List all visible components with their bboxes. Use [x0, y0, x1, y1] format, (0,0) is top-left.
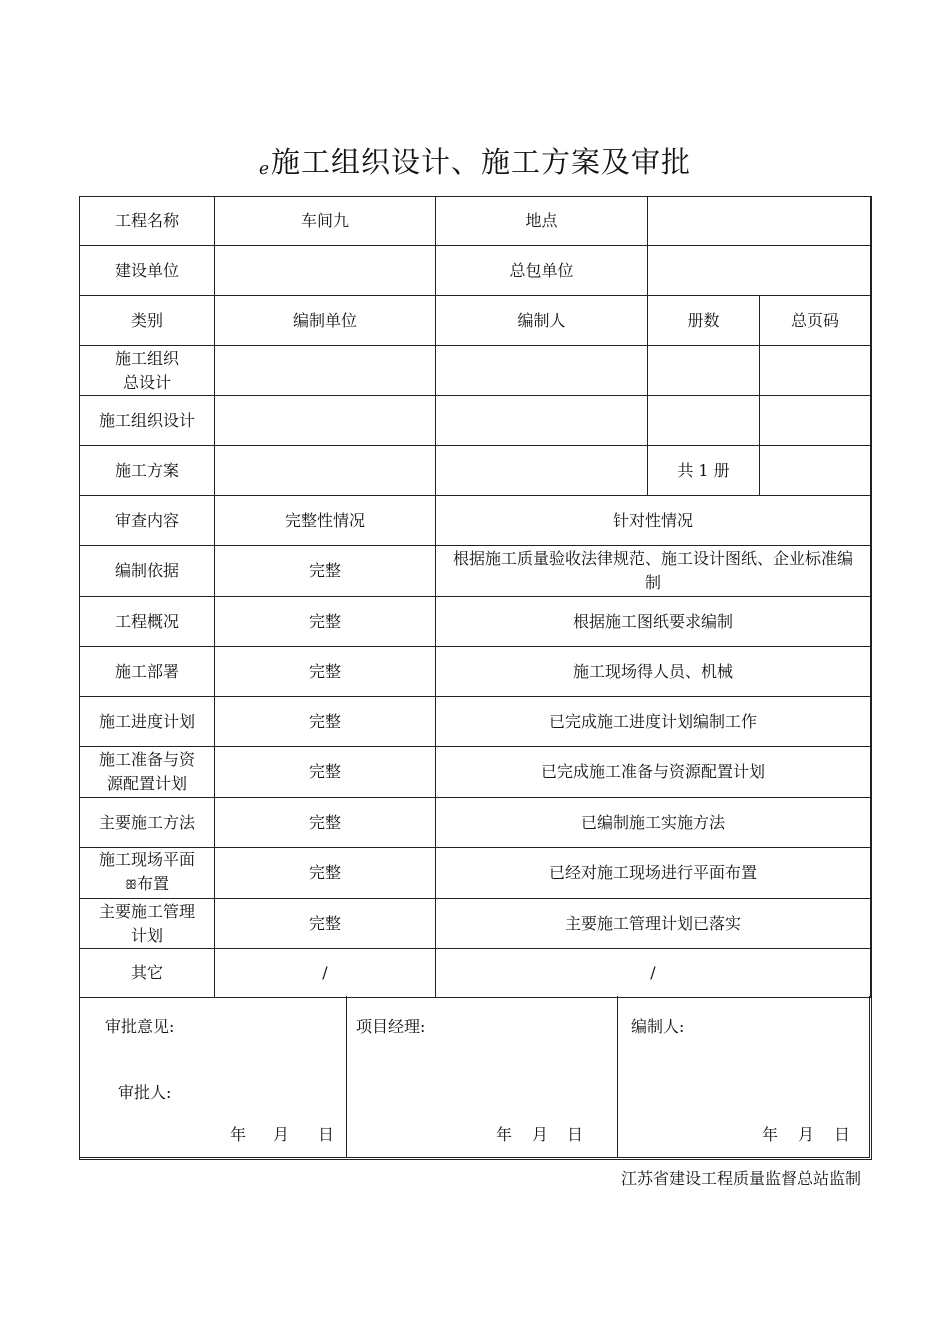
approval-opinion-label: 审批意见: — [105, 1017, 175, 1036]
header-compiling-unit: 编制单位 — [215, 296, 436, 346]
review-completeness: 完整 — [215, 647, 436, 697]
location-label: 地点 — [436, 197, 648, 246]
divider — [346, 996, 347, 1158]
footer-issuer: 江苏省建设工程质量监督总站监制 — [620, 1169, 861, 1188]
project-name-value: 车间九 — [215, 197, 436, 246]
doc-row-compiler — [436, 396, 648, 446]
location-value — [648, 197, 871, 246]
doc-row-category: 施工组织 总设计 — [80, 346, 215, 396]
review-completeness: 完整 — [215, 597, 436, 647]
review-completeness: 完整 — [215, 798, 436, 848]
review-header-content: 审查内容 — [80, 496, 215, 546]
project-name-label: 工程名称 — [80, 197, 215, 246]
review-completeness: / — [215, 949, 436, 998]
date-month: 月 — [273, 1125, 290, 1144]
doc-row-unit — [215, 396, 436, 446]
doc-row-volumes — [648, 346, 760, 396]
date-year: 年 — [762, 1125, 779, 1144]
doc-row-unit — [215, 346, 436, 396]
review-header-relevance: 针对性情况 — [436, 496, 871, 546]
title-text: 施工组织设计、施工方案及审批 — [271, 145, 692, 179]
review-relevance: 已编制施工实施方法 — [436, 798, 871, 848]
owner-label: 建设单位 — [80, 246, 215, 296]
doc-row-pages — [760, 446, 871, 496]
date-day: 日 — [834, 1125, 851, 1144]
approval-form-table — [79, 196, 871, 998]
review-item: 主要施工方法 — [80, 798, 215, 848]
review-completeness: 完整 — [215, 747, 436, 798]
contractor-label: 总包单位 — [436, 246, 648, 296]
review-item: 工程概况 — [80, 597, 215, 647]
approver-label: 审批人: — [118, 1083, 172, 1102]
doc-row-compiler — [436, 346, 648, 396]
review-relevance: / — [436, 949, 871, 998]
review-completeness: 完整 — [215, 899, 436, 949]
doc-row-category: 施工组织设计 — [80, 396, 215, 446]
review-relevance: 主要施工管理计划已落实 — [436, 899, 871, 949]
review-relevance: 施工现场得人员、机械 — [436, 647, 871, 697]
review-item: 编制依据 — [80, 546, 215, 597]
review-relevance: 根据施工质量验收法律规范、施工设计图纸、企业标准编制 — [436, 546, 871, 597]
contractor-value — [648, 246, 871, 296]
review-item: 其它 — [80, 949, 215, 998]
date-month: 月 — [798, 1125, 815, 1144]
date-year: 年 — [496, 1125, 513, 1144]
review-relevance: 已经对施工现场进行平面布置 — [436, 848, 871, 899]
header-compiler: 编制人 — [436, 296, 648, 346]
review-completeness: 完整 — [215, 546, 436, 597]
doc-row-volumes: 共 1 册 — [648, 446, 760, 496]
date-year: 年 — [230, 1125, 247, 1144]
review-item: 施工部署 — [80, 647, 215, 697]
review-relevance: 已完成施工准备与资源配置计划 — [436, 747, 871, 798]
date-day: 日 — [567, 1125, 584, 1144]
doc-row-unit — [215, 446, 436, 496]
doc-row-pages — [760, 396, 871, 446]
review-item: 施工现场平面 ꕥ布置 — [80, 848, 215, 899]
date-day: 日 — [318, 1125, 335, 1144]
header-total-pages: 总页码 — [760, 296, 871, 346]
review-completeness: 完整 — [215, 848, 436, 899]
doc-row-pages — [760, 346, 871, 396]
review-completeness: 完整 — [215, 697, 436, 747]
header-category: 类别 — [80, 296, 215, 346]
review-item: 施工准备与资源配置计划 — [80, 747, 215, 798]
page-title — [0, 140, 950, 181]
owner-value — [215, 246, 436, 296]
date-month: 月 — [532, 1125, 549, 1144]
project-manager-label: 项目经理: — [356, 1017, 426, 1036]
header-volumes: 册数 — [648, 296, 760, 346]
review-header-completeness: 完整性情况 — [215, 496, 436, 546]
approval-signature-section — [79, 996, 870, 1158]
review-item: 主要施工管理计划 — [80, 899, 215, 949]
doc-row-category: 施工方案 — [80, 446, 215, 496]
doc-row-compiler — [436, 446, 648, 496]
review-item: 施工进度计划 — [80, 697, 215, 747]
doc-row-volumes — [648, 396, 760, 446]
divider — [617, 996, 618, 1158]
item-mark: ꕥ — [124, 878, 138, 893]
title-mark: ℯ — [258, 159, 271, 179]
review-relevance: 已完成施工进度计划编制工作 — [436, 697, 871, 747]
review-relevance: 根据施工图纸要求编制 — [436, 597, 871, 647]
compiler-label: 编制人: — [631, 1017, 685, 1036]
